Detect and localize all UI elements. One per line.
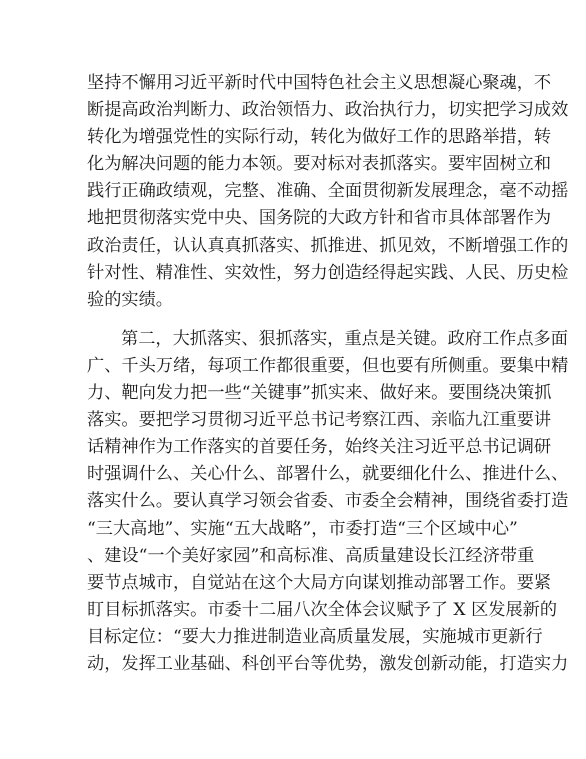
text-line: 化为解决问题的能力本领。要对标对表抓落实。要牢固树立和 <box>87 154 552 175</box>
body-text <box>87 70 569 678</box>
text-line: 第二，大抓落实、狠抓落实，重点是关键。政府工作点多面 <box>121 328 568 349</box>
text-line: 力、靶向发力把一些“关键事”抓实来、做好来。要围绕决策抓 <box>87 383 552 404</box>
text-line: 针对性、精准性、实效性，努力创造经得起实践、人民、历史检 <box>87 262 569 283</box>
text-line: 坚持不懈用习近平新时代中国特色社会主义思想凝心聚魂，不 <box>87 73 552 93</box>
text-line: “三大高地”、实施“五大战略”，市委打造“三个区域中心” <box>87 518 518 539</box>
text-line: 、建设“一个美好家园”和高标准、高质量建设长江经济带重 <box>87 545 535 566</box>
text-line: 盯目标抓落实。市委十二届八次全体会议赋予了 X 区发展新的 <box>87 599 558 620</box>
text-line: 地把贯彻落实党中央、国务院的大政方针和省市具体部署作为 <box>87 208 552 229</box>
text-line: 验的实绩。 <box>87 289 173 310</box>
text-line: 目标定位：“要大力推进制造业高质量发展，实施城市更新行 <box>87 626 543 647</box>
text-line: 断提高政治判断力、政治领悟力、政治执行力，切实把学习成效 <box>87 100 569 121</box>
text-line: 践行正确政绩观，完整、准确、全面贯彻新发展理念，毫不动摇 <box>87 181 569 202</box>
text-line: 话精神作为工作落实的首要任务，始终关注习近平总书记调研 <box>87 437 552 458</box>
text-line: 动，发挥工业基础、科创平台等优势，激发创新动能，打造实力 <box>87 653 569 674</box>
paragraph-1 <box>87 70 569 314</box>
text-line: 落实。要把学习贯彻习近平总书记考察江西、亲临九江重要讲 <box>87 410 552 431</box>
paragraph-spacer <box>87 314 501 326</box>
text-line: 要节点城市，自觉站在这个大局方向谋划推动部署工作。要紧 <box>87 572 552 593</box>
paragraph-2 <box>87 326 569 678</box>
text-line: 时强调什么、关心什么、部署什么，就要细化什么、推进什么、 <box>87 464 569 485</box>
text-line: 政治责任，认认真真抓落实、抓推进、抓见效，不断增强工作的 <box>87 235 569 256</box>
text-line: 落实什么。要认真学习领会省委、市委全会精神，围绕省委打造 <box>87 491 569 512</box>
text-line: 广、千头万绪，每项工作都很重要，但也要有所侧重。要集中精 <box>87 355 569 376</box>
text-line: 转化为增强党性的实际行动，转化为做好工作的思路举措，转 <box>87 127 552 148</box>
